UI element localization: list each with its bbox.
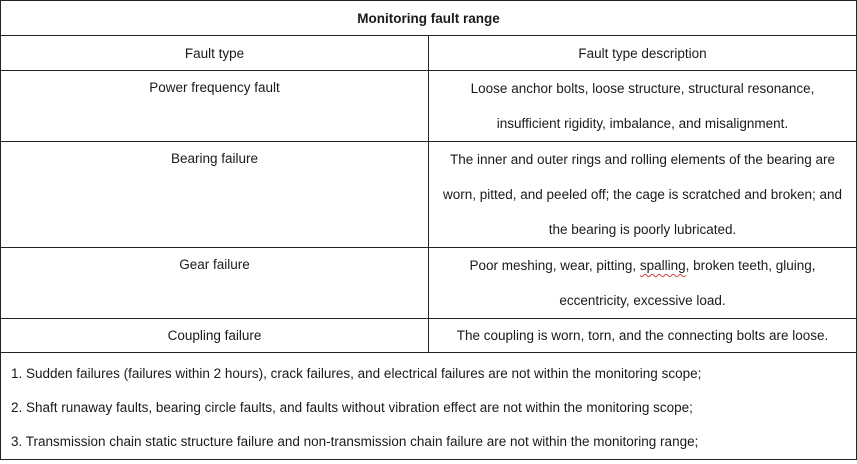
table-row	[1, 71, 857, 142]
header-fault-type: Fault type	[1, 36, 429, 71]
description-text: , broken teeth, gluing,	[685, 258, 816, 273]
description-text: Poor meshing, wear, pitting,	[469, 258, 640, 273]
fault-type-cell: Power frequency fault	[1, 71, 429, 142]
table-title: Monitoring fault range	[1, 1, 857, 36]
note-item: 1. Sudden failures (failures within 2 hours), crack failures, and electrical failures are not within the monitoring scope;	[11, 366, 702, 381]
description-line: the bearing is poorly lubricated.	[548, 222, 737, 237]
spellcheck-flagged-word[interactable]: spalling	[639, 258, 686, 273]
description-line: Loose anchor bolts, loose structure, structural resonance,	[470, 81, 815, 96]
description-line: eccentricity, excessive load.	[559, 293, 726, 308]
note-item: 3. Transmission chain static structure failure and non-transmission chain failure are not within the monitoring range;	[11, 434, 699, 449]
notes-cell	[1, 353, 857, 460]
description-line: The inner and outer rings and rolling elements of the bearing are	[450, 152, 835, 167]
fault-type-cell: Bearing failure	[1, 142, 429, 248]
header-fault-description: Fault type description	[429, 36, 857, 71]
fault-type-cell: Coupling failure	[1, 319, 429, 353]
header-row	[1, 36, 857, 71]
table-row	[1, 142, 857, 248]
note-item: 2. Shaft runaway faults, bearing circle faults, and faults without vibration effect are not within the monitoring scope;	[11, 400, 693, 415]
fault-description-cell	[429, 248, 857, 319]
description-line: worn, pitted, and peeled off; the cage is scratched and broken; and	[442, 187, 843, 202]
description-line: insufficient rigidity, imbalance, and misalignment.	[496, 116, 789, 131]
title-row	[1, 1, 857, 36]
fault-description-cell	[429, 71, 857, 142]
description-line: The coupling is worn, torn, and the connecting bolts are loose.	[456, 327, 829, 343]
notes-row	[1, 353, 857, 460]
fault-description-cell	[429, 142, 857, 248]
fault-description-cell	[429, 319, 857, 353]
table-row	[1, 248, 857, 319]
description-line	[435, 248, 850, 283]
fault-type-cell: Gear failure	[1, 248, 429, 319]
table-row	[1, 319, 857, 353]
